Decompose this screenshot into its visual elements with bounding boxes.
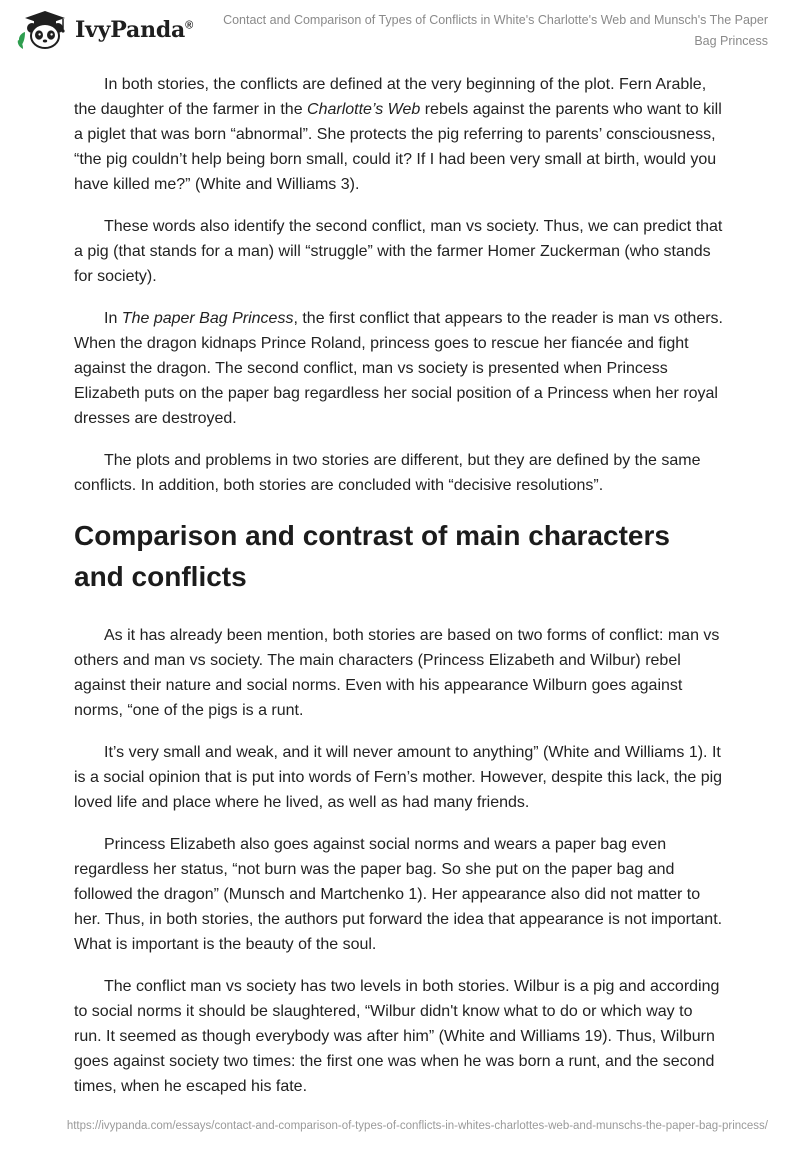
document-title: Contact and Comparison of Types of Conflicts in White's Charlotte's Web and Munsch's The Paper Bag Princess	[223, 13, 768, 48]
book-title-charlottes-web: Charlotte’s Web	[307, 101, 421, 118]
panda-graduate-icon	[15, 10, 71, 50]
paragraph-3: In The paper Bag Princess, the first conflict that appears to the reader is man vs others. When the dragon kidnaps Prince Roland, princess goes to rescue her fiancée and fight against the dragon. The second conflict, man vs society is presented when Princess Elizabeth puts on the paper bag regardless her social position of a Princess when her royal dresses are destroyed.	[74, 310, 723, 427]
ivypanda-logo[interactable]	[15, 10, 193, 50]
page-header	[0, 0, 800, 60]
paragraph-8: The conflict man vs society has two levels in both stories. Wilbur is a pig and according to social norms it should be slaughtered, “Wilbur didn't know what to do or which way to run. It seemed as though everybody was after him” (White and Williams 19). Thus, Wilburn goes against society two times: the first one was when he was born a runt, and the second times, when he escaped his fate.	[74, 978, 720, 1095]
paragraph-1: In both stories, the conflicts are defined at the very beginning of the plot. Fern Arable, the daughter of the farmer in the Charlotte’s Web rebels against the parents who want to kill a piglet that was born “abnormal”. She protects the pig referring to parents’ consciousness, “the pig couldn’t help being born small, could it? If I had been very small at birth, would you have killed me?” (White and Williams 3).	[74, 76, 722, 193]
paragraph-6: It’s very small and weak, and it will never amount to anything” (White and Williams 1). It is a social opinion that is put into words of Fern’s mother. However, despite this lack, the pig loved life and place where he lived, as well as had many friends.	[74, 744, 723, 811]
paragraph-2: These words also identify the second conflict, man vs society. Thus, we can predict that a pig (that stands for a man) will “struggle” with the farmer Homer Zuckerman (who stands for society).	[74, 218, 723, 285]
paragraph-5: As it has already been mention, both stories are based on two forms of conflict: man vs others and man vs society. The main characters (Princess Elizabeth and Wilbur) rebel against their nature and social norms. Even with his appearance Wilburn goes against norms, “one of the pigs is a runt.	[74, 627, 720, 719]
section-heading: Comparison and contrast of main characters and conflicts	[74, 520, 670, 592]
essay-content	[74, 72, 724, 1116]
book-title-paper-bag-princess: The paper Bag Princess	[121, 310, 294, 327]
source-url[interactable]: https://ivypanda.com/essays/contact-and-comparison-of-types-of-conflicts-in-whites-charlottes-web-and-munschs-the-paper-bag-princess/	[66, 1120, 768, 1132]
paragraph-7: Princess Elizabeth also goes against social norms and wears a paper bag even regardless her status, “not burn was the paper bag. So she put on the paper bag and followed the dragon” (Munsch and Martchenko 1). Her appearance also did not matter to her. Thus, in both stories, the authors put forward the idea that appearance is not important. What is important is the beauty of the soul.	[74, 836, 723, 953]
paragraph-4: The plots and problems in two stories are different, but they are defined by the same conflicts. In addition, both stories are concluded with “decisive resolutions”.	[74, 452, 701, 494]
registered-mark: ®	[185, 19, 194, 32]
brand-name: IvyPanda®	[75, 17, 194, 43]
